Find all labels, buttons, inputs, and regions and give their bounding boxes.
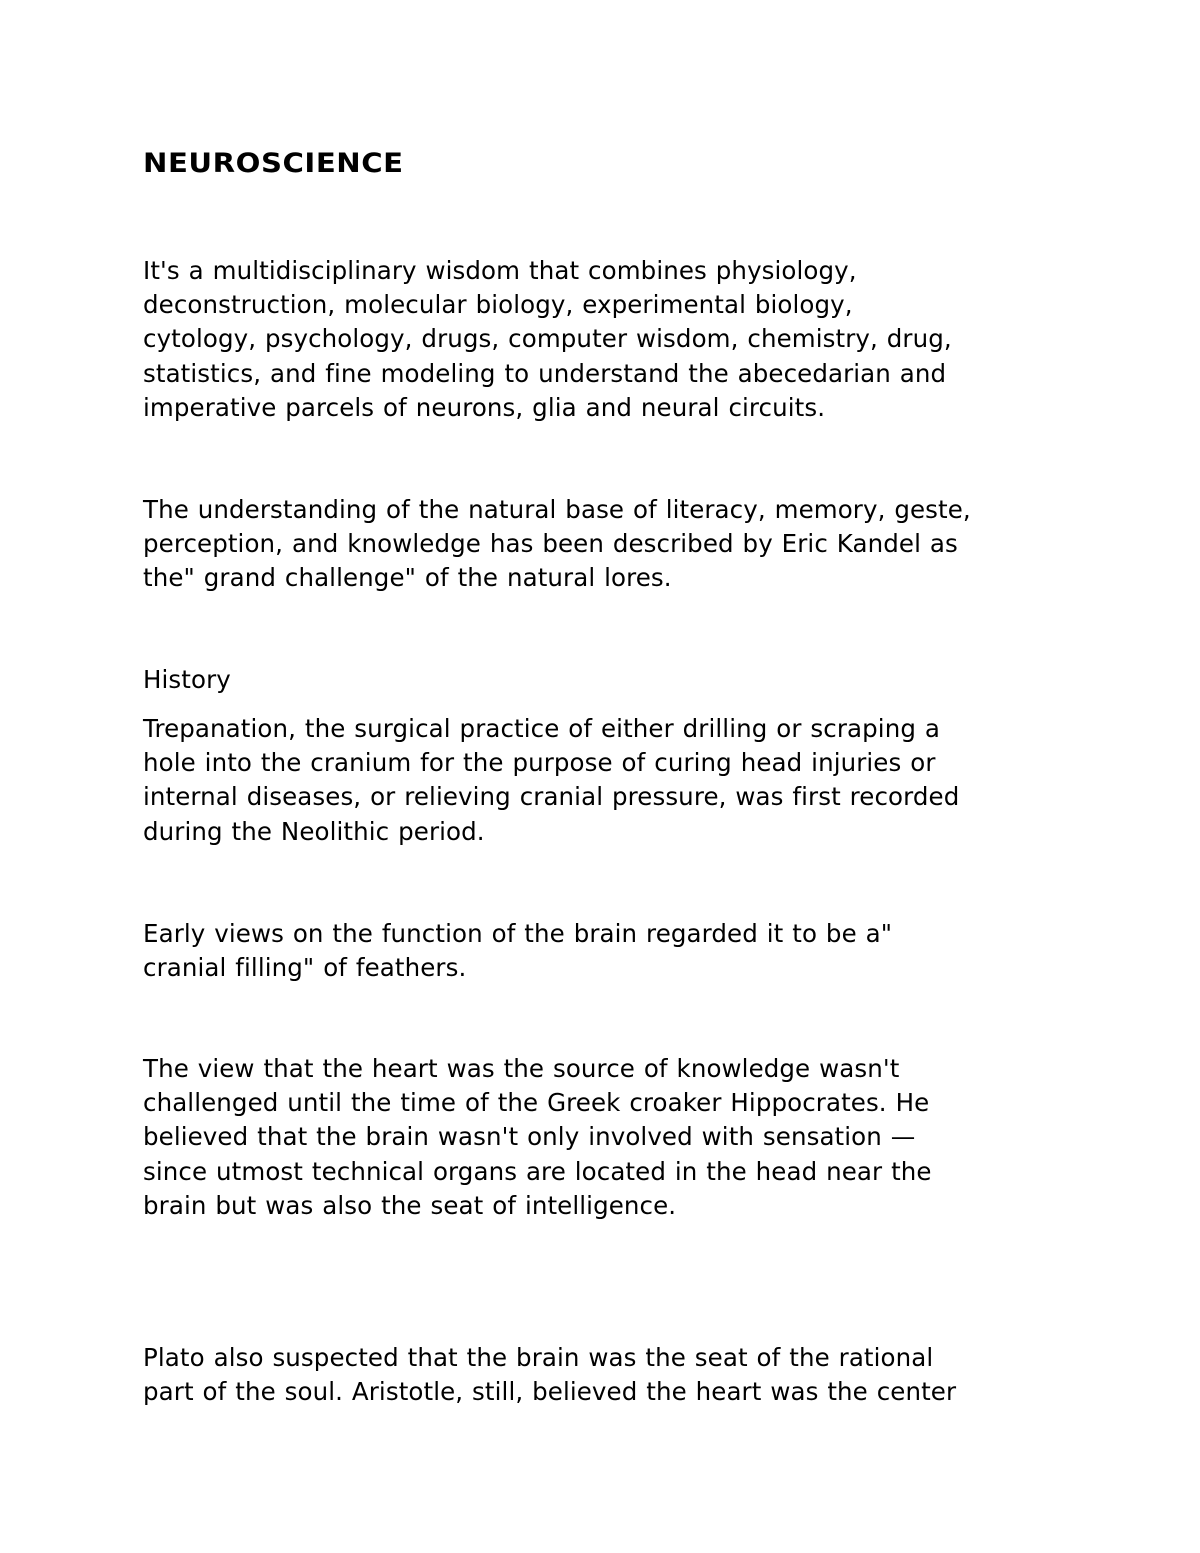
text-line: It's a multidisciplinary wisdom that combines physiology, [143, 256, 857, 285]
text-line: the" grand challenge" of the natural lores. [143, 563, 672, 593]
text-line: brain but was also the seat of intelligence. [143, 1190, 677, 1220]
text-line: during the Neolithic period. [143, 816, 485, 846]
text-line: part of the soul. Aristotle, still, believed the heart was the center [143, 1377, 957, 1407]
paragraph-trepanation [143, 712, 1083, 849]
text-line: The view that the heart was the source of knowledge wasn't [143, 1054, 900, 1083]
text-line: cytology, psychology, drugs, computer wisdom, chemistry, drug, [143, 324, 952, 354]
text-line: deconstruction, molecular biology, experimental biology, [143, 290, 853, 320]
text-line: since utmost technical organs are located in the head near the [143, 1156, 932, 1186]
text-line: Plato also suspected that the brain was the seat of the rational [143, 1343, 934, 1372]
paragraph-hippocrates [143, 1052, 1083, 1223]
paragraph-plato-aristotle [143, 1341, 1083, 1409]
document-title: NEUROSCIENCE [143, 148, 404, 179]
text-line: statistics, and fine modeling to understand the abecedarian and [143, 358, 947, 388]
text-line: imperative parcels of neurons, glia and neural circuits. [143, 392, 826, 422]
text-line: believed that the brain wasn't only involved with sensation — [143, 1122, 916, 1152]
text-line: cranial filling" of feathers. [143, 953, 467, 983]
paragraph-kandel [143, 493, 1083, 596]
text-line: challenged until the time of the Greek croaker Hippocrates. He [143, 1088, 930, 1118]
text-line: The understanding of the natural base of literacy, memory, geste, [143, 495, 971, 524]
text-line: internal diseases, or relieving cranial pressure, was first recorded [143, 782, 960, 812]
text-line: hole into the cranium for the purpose of curing head injuries or [143, 748, 936, 778]
text-line: Trepanation, the surgical practice of either drilling or scraping a [143, 714, 940, 743]
text-line: perception, and knowledge has been described by Eric Kandel as [143, 529, 958, 559]
paragraph-early-views [143, 917, 1083, 985]
paragraph-definition [143, 254, 1083, 425]
section-heading-history: History [143, 665, 231, 694]
text-line: Early views on the function of the brain regarded it to be a" [143, 919, 893, 948]
